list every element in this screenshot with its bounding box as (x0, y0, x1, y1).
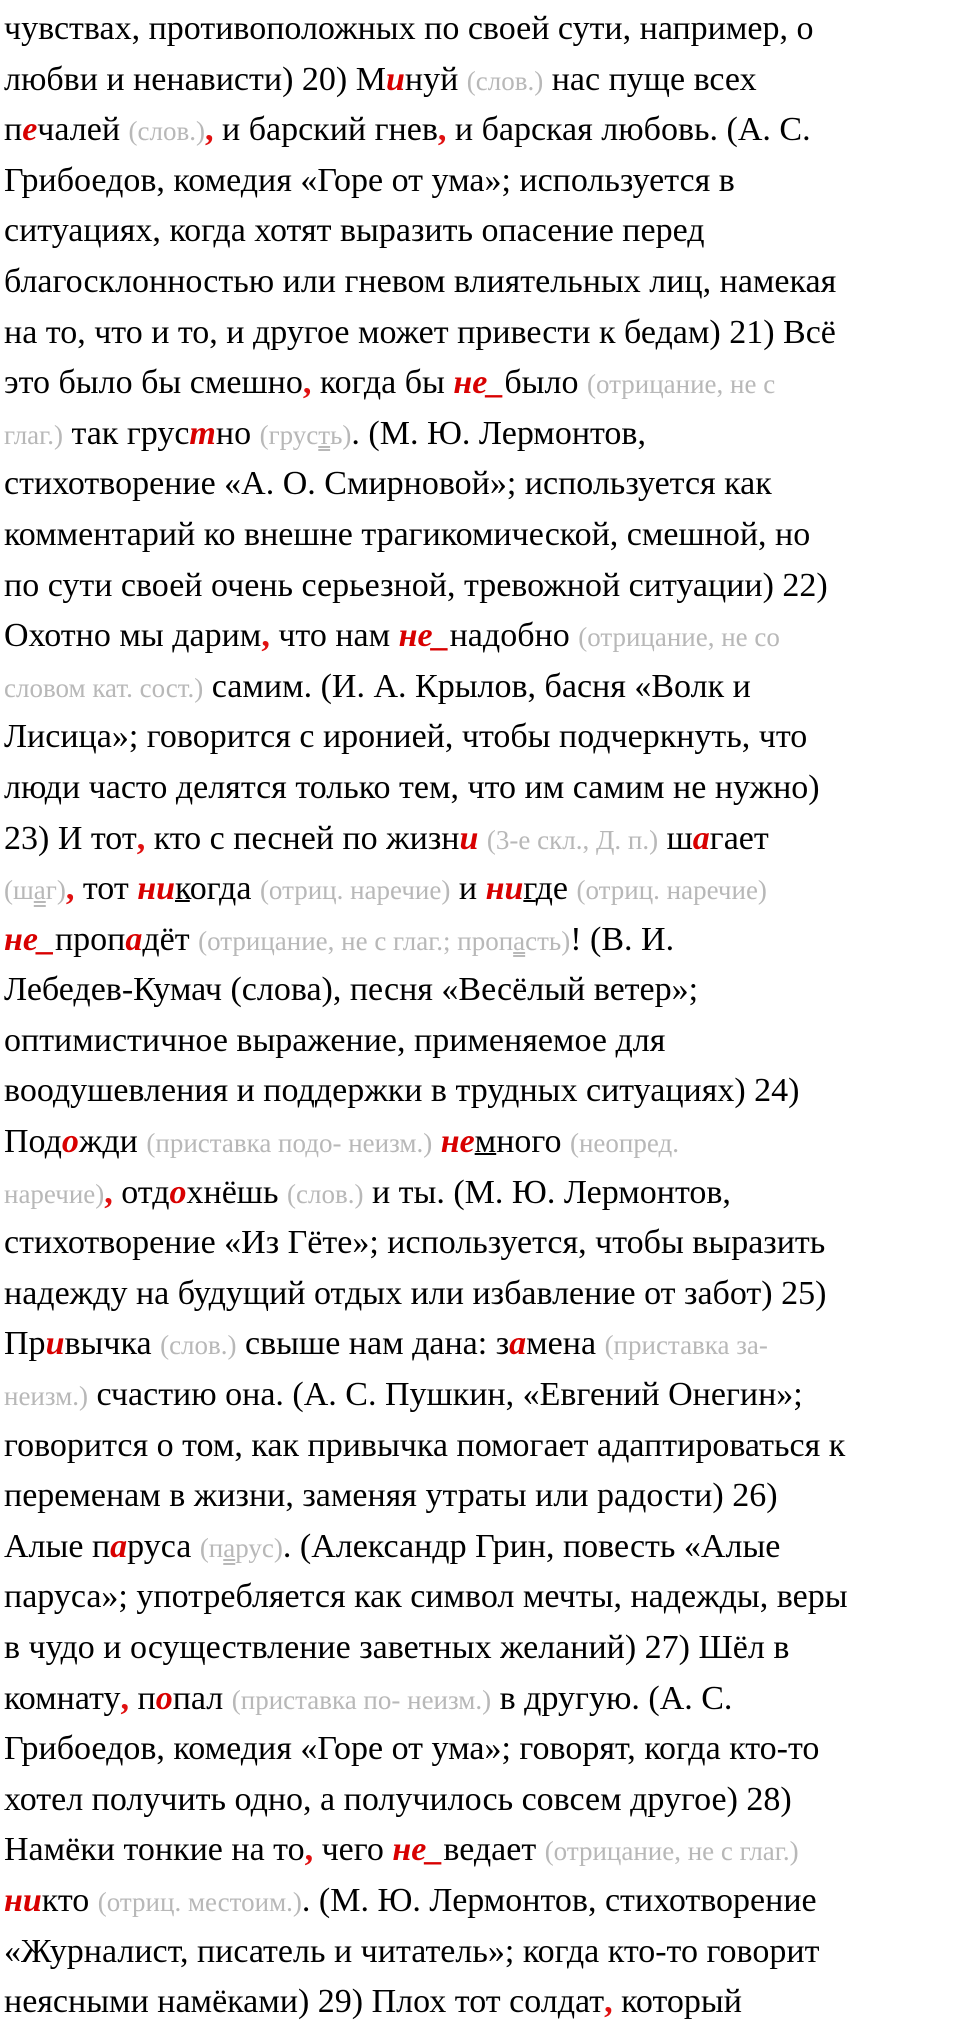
text-run: но (215, 414, 260, 452)
text-line (4, 257, 960, 308)
text-line (4, 1522, 960, 1573)
highlighted-comma: , (120, 1679, 129, 1717)
highlighted-letter: а (692, 819, 710, 857)
highlighted-letter: не_ (453, 364, 505, 402)
highlighted-letter: о (155, 1679, 173, 1717)
grammar-hint: (отриц. наречие) (576, 875, 767, 906)
text-run: переменам в жизни, заменяя утраты или радости) 26) (4, 1477, 778, 1515)
text-run: ситуациях, когда хотят выразить опасение перед (4, 212, 705, 250)
highlighted-comma: , (604, 1983, 613, 2021)
text-run: комнату (4, 1679, 121, 1717)
grammar-hint: (грус (259, 419, 319, 450)
text-run: проп (54, 920, 126, 958)
text-run: в другую. (А. С. (491, 1679, 733, 1717)
text-run: паруса»; употребляется как символ мечты, надежды, веры (4, 1578, 848, 1616)
text-run: чувствах, противоположных по своей сути, например, о (4, 10, 814, 47)
text-run: руса (127, 1527, 200, 1565)
grammar-hint: (отрицание, не с (586, 369, 776, 400)
text-run: благосклонностью или гневом влиятельных лиц, намекая (4, 262, 837, 300)
text-line (4, 55, 960, 106)
highlighted-comma: , (261, 617, 270, 655)
text-run: воодушевления и поддержки в трудных ситуациях) 24) (4, 1072, 800, 1110)
text-run: «Журналист, писатель и читатель»; когда кто-то говорит (4, 1932, 820, 1970)
text-run: оптимистичное выражение, применяемое для (4, 1021, 666, 1059)
text-run: ш (658, 819, 693, 857)
text-run: Грибоедов, комедия «Горе от ума»; используется в (4, 161, 735, 199)
highlighted-letter: ни (485, 870, 524, 908)
text-line (4, 1117, 960, 1168)
text-run: п (4, 111, 23, 149)
text-run: любви и ненависти) 20) М (4, 60, 386, 98)
text-line (4, 814, 960, 865)
grammar-hint: рус) (235, 1532, 283, 1563)
text-line (4, 1927, 960, 1978)
text-run: говорится о том, как привычка помогает адаптироваться к (4, 1426, 846, 1464)
grammar-hint: (отриц. наречие) (259, 875, 451, 906)
text-run: неясными намёками) 29) Плох тот солдат (4, 1983, 605, 2021)
text-line (4, 662, 960, 713)
text-line (4, 1016, 960, 1067)
text-line (4, 763, 960, 814)
text-run: что нам (269, 617, 399, 655)
grammar-hint-underlined: т (318, 419, 331, 450)
text-run: надежду на будущий отдых или избавление от забот) 25) (4, 1274, 827, 1312)
grammar-hint: (слов.) (287, 1178, 364, 1209)
text-run: чего (313, 1831, 393, 1869)
highlighted-letter: ни (4, 1881, 42, 1919)
text-run: кто с песней по жизн (145, 819, 460, 857)
underlined-letter: м (474, 1123, 497, 1161)
text-line (4, 1674, 960, 1725)
text-line (4, 1825, 960, 1876)
text-run: . (М. Ю. Лермонтов, стихотворение (301, 1881, 817, 1919)
grammar-hint: словом кат. сост.) (4, 672, 204, 703)
highlighted-letter: а (125, 920, 143, 958)
highlighted-letter: о (169, 1173, 187, 1211)
grammar-hint: (слов.) (160, 1330, 237, 1361)
text-line (4, 1168, 960, 1219)
highlighted-comma: , (104, 1173, 113, 1211)
grammar-hint: (слов.) (466, 65, 544, 96)
grammar-hint: (приставка подо- неизм.) (146, 1128, 433, 1159)
text-line (4, 915, 960, 966)
highlighted-comma: , (302, 364, 312, 402)
text-line (4, 105, 960, 156)
text-line (4, 1269, 960, 1320)
text-line (4, 358, 960, 409)
text-line (4, 1623, 960, 1674)
text-line (4, 206, 960, 257)
text-run: и барский гнев (213, 111, 438, 149)
text-line (4, 1572, 960, 1623)
text-run: пал (172, 1679, 232, 1717)
text-run: самим. (И. А. Крылов, басня «Волк и (203, 667, 751, 705)
text-run: так грус (62, 414, 190, 452)
text-run: в чудо и осуществление заветных желаний) 27) Шёл в (4, 1629, 790, 1666)
grammar-hint: глаг.) (4, 419, 63, 450)
text-line (4, 1876, 960, 1927)
text-run: . (М. Ю. Лермонтов, (351, 414, 646, 452)
text-run: нуй (404, 60, 467, 98)
text-run: стихотворение «Из Гёте»; используется, чтобы выразить (4, 1224, 826, 1262)
text-line (4, 1724, 960, 1775)
text-line (4, 1421, 960, 1472)
text-run: тот (74, 870, 138, 908)
text-line (4, 156, 960, 207)
grammar-hint: (приставка по- неизм.) (231, 1684, 492, 1715)
grammar-hint: г) (45, 875, 66, 906)
highlighted-comma: , (136, 819, 146, 857)
text-run: отд (112, 1173, 170, 1211)
grammar-hint: сть) (525, 925, 571, 956)
highlighted-comma: , (65, 870, 75, 908)
highlighted-letter: о (61, 1123, 79, 1161)
underlined-letter: г (523, 870, 536, 908)
grammar-hint: (отриц. местоим.) (97, 1886, 302, 1917)
text-run: и барская любовь. (А. С. (446, 111, 811, 149)
text-line (4, 1370, 960, 1421)
text-run: надобно (449, 617, 579, 655)
grammar-hint: (п (199, 1532, 224, 1563)
text-line (4, 459, 960, 510)
grammar-hint: (отрицание, не с глаг.; проп (198, 925, 514, 956)
underlined-letter: к (174, 870, 190, 908)
text-line (4, 611, 960, 662)
highlighted-comma: , (205, 111, 214, 149)
text-line (4, 1775, 960, 1826)
text-run: ! (В. И. (570, 920, 675, 958)
text-line (4, 965, 960, 1016)
text-run: ного (496, 1123, 570, 1161)
text-run: и (450, 870, 486, 908)
highlighted-letter: и (45, 1325, 65, 1363)
text-line (4, 510, 960, 561)
text-line (4, 1066, 960, 1117)
text-run: Намёки тонкие на то (4, 1831, 305, 1869)
highlighted-letter: а (110, 1527, 128, 1565)
highlighted-letter: не (440, 1123, 475, 1161)
text-run: кто (41, 1881, 98, 1919)
text-run: и ты. (М. Ю. Лермонтов, (363, 1173, 731, 1211)
text-run: Под (4, 1123, 62, 1161)
text-run: нас пуще всех (543, 60, 757, 98)
text-run: на то, что и то, и другое может привести к бедам) 21) Всё (4, 313, 836, 351)
grammar-hint: ь) (330, 419, 352, 450)
grammar-hint: (отрицание, не с глаг.) (544, 1836, 799, 1867)
grammar-hint: (3-е скл., Д. п.) (486, 824, 659, 855)
grammar-hint: (приставка за- (604, 1330, 768, 1361)
text-line (4, 864, 960, 915)
text-run: по сути своей очень серьезной, тревожной ситуации) 22) (4, 566, 828, 604)
text-run: де (535, 870, 577, 908)
text-run: жди (78, 1123, 147, 1161)
text-run: это было бы смешно (4, 364, 303, 402)
highlighted-letter: ни (137, 870, 175, 908)
text-line (4, 4, 960, 55)
highlighted-letter: е (22, 111, 38, 149)
text-run: дёт (142, 920, 199, 958)
text-run: гает (709, 819, 769, 857)
text-run: Алые п (4, 1527, 111, 1565)
text-run: ведает (443, 1831, 545, 1869)
grammar-hint: наречие) (4, 1178, 105, 1209)
text-run: мена (526, 1325, 605, 1363)
highlighted-letter: не_ (392, 1831, 444, 1869)
grammar-hint: (слов.) (128, 116, 205, 147)
text-run: . (Александр Грин, повесть «Алые (282, 1527, 781, 1565)
text-run: вычка (64, 1325, 161, 1363)
grammar-hint: неизм.) (4, 1381, 88, 1412)
highlighted-letter: не_ (4, 920, 55, 958)
grammar-hint-underlined: а (223, 1532, 236, 1563)
text-run: комментарий ко внешне трагикомической, смешной, но (4, 515, 811, 553)
text-run: огда (189, 870, 260, 908)
highlighted-letter: и (459, 819, 479, 857)
text-run: счастию она. (А. С. Пушкин, «Евгений Онегин»; (88, 1376, 803, 1414)
text-line (4, 1319, 960, 1370)
text-run: когда бы (311, 364, 454, 402)
text-run: чалей (37, 111, 129, 149)
text-run: хотел получить одно, а получилось совсем другое) 28) (4, 1780, 792, 1818)
text-line (4, 1977, 960, 2028)
grammar-hint: (ш (4, 875, 34, 906)
text-run: стихотворение «А. О. Смирновой»; используется как (4, 465, 772, 503)
text-run: хнёшь (186, 1173, 287, 1211)
text-line (4, 561, 960, 612)
text-run: который (612, 1983, 742, 2021)
text-run: Пр (4, 1325, 46, 1363)
text-run: свыше нам дана: з (236, 1325, 510, 1363)
text-run: Грибоедов, комедия «Горе от ума»; говорят, когда кто-то (4, 1730, 820, 1768)
text-line (4, 1218, 960, 1269)
highlighted-letter: и (385, 60, 405, 98)
text-line (4, 308, 960, 359)
highlighted-letter: а (509, 1325, 527, 1363)
highlighted-letter: не_ (398, 617, 450, 655)
text-run: было (504, 364, 587, 402)
text-run: 23) И тот (4, 819, 137, 857)
text-line (4, 1471, 960, 1522)
grammar-hint: (отрицание, не со (578, 622, 780, 653)
text-run: Лисица»; говорится с иронией, чтобы подчеркнуть, что (4, 718, 808, 756)
text-line (4, 409, 960, 460)
text-line (4, 712, 960, 763)
grammar-hint-underlined: а (33, 875, 46, 906)
text-run (432, 1123, 441, 1160)
grammar-hint: (неопред. (569, 1128, 679, 1159)
text-run: Лебедев-Кумач (слова), песня «Весёлый ветер»; (4, 971, 699, 1009)
highlighted-comma: , (437, 111, 447, 149)
highlighted-comma: , (304, 1831, 314, 1869)
highlighted-letter: т (189, 414, 216, 452)
text-run (478, 820, 487, 857)
grammar-hint-underlined: а (513, 925, 526, 956)
text-run: Охотно мы дарим (4, 617, 262, 655)
text-run: люди часто делятся только тем, что им самим не нужно) (4, 768, 820, 806)
text-run: п (128, 1679, 156, 1717)
